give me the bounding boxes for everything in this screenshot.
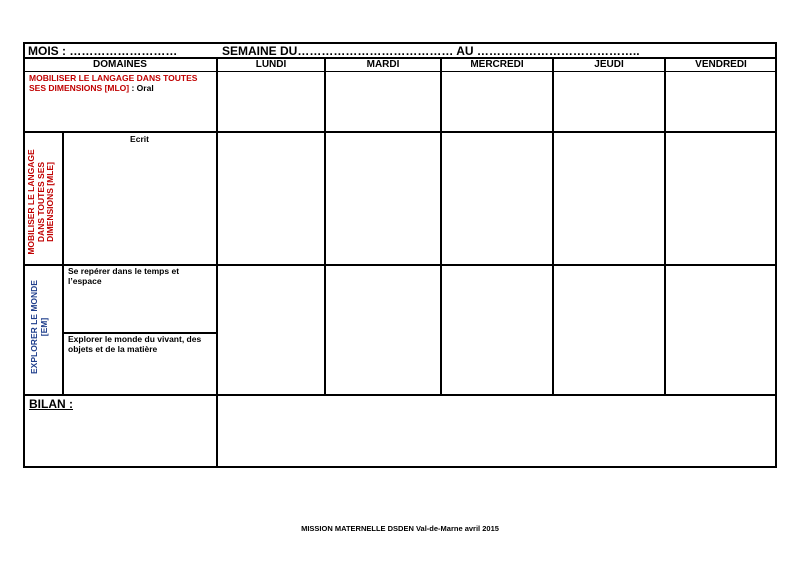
column-header-domaines: DOMAINES bbox=[93, 59, 147, 70]
footer-text: MISSION MATERNELLE DSDEN Val-de-Marne avril 2015 bbox=[301, 524, 499, 533]
bilan-label: BILAN : bbox=[29, 397, 73, 411]
em-sub-label-monde-vivant: Explorer le monde du vivant, des objets et de la matière bbox=[68, 334, 202, 354]
domaines-right-border bbox=[216, 57, 218, 468]
category-label-divider bbox=[62, 131, 64, 395]
semaine-field[interactable]: SEMAINE DU………………………………… AU ………………………………….. bbox=[222, 44, 640, 58]
column-header-mardi: MARDI bbox=[366, 59, 400, 70]
mlo-domain-title: MOBILISER LE LANGAGE DANS TOUTES SES DIMENSIONS [MLO] bbox=[29, 73, 198, 93]
em-sub-label-temps-espace: Se repérer dans le temps et l’espace bbox=[68, 266, 180, 286]
column-header-jeudi: JEUDI bbox=[594, 59, 624, 70]
day-divider-4 bbox=[664, 57, 666, 395]
mois-field[interactable]: MOIS : ……………………… bbox=[28, 44, 178, 58]
day-divider-3 bbox=[552, 57, 554, 395]
day-divider-1 bbox=[324, 57, 326, 395]
mle-vertical-label: MOBILISER LE LANGAGE DANS TOUTES SES DIMENSIONS [MLE] bbox=[26, 149, 55, 255]
mle-sub-label: Ecrit bbox=[130, 134, 149, 144]
column-header-lundi: LUNDI bbox=[255, 59, 287, 70]
day-divider-2 bbox=[440, 57, 442, 395]
column-header-mercredi: MERCREDI bbox=[470, 59, 524, 70]
column-header-vendredi: VENDREDI bbox=[695, 59, 747, 70]
mlo-domain-suffix: : Oral bbox=[129, 83, 154, 93]
mlo-domain-label bbox=[29, 73, 215, 93]
em-vertical-label: EXPLORER LE MONDE [EM] bbox=[29, 280, 49, 374]
